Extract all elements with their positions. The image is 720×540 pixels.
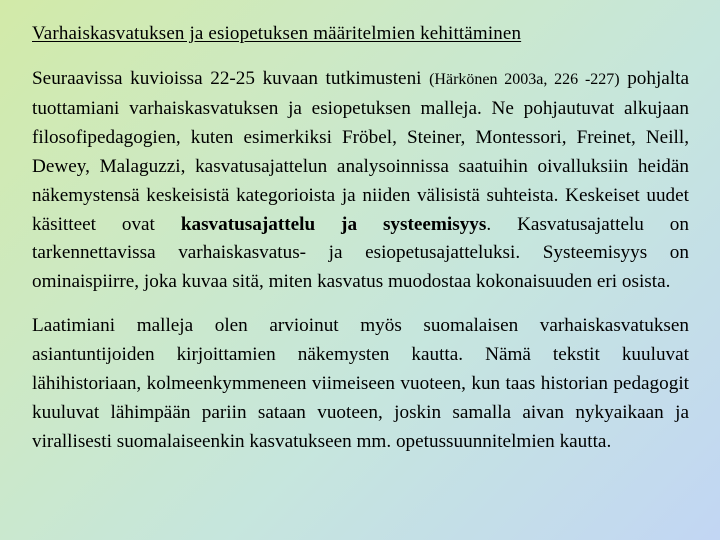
paragraph-1-intro: Seuraavissa kuvioissa 22-25 kuvaan tutkimusteni <box>32 68 430 89</box>
slide-content <box>32 22 689 457</box>
paragraph-1-ending: . Kasvatusajattelu on tarkennettavissa varhaiskasvatus- ja esiopetusajatteluksi. Systeemisyys on ominaispiirre, joka kuvaa sitä, miten kasvatus muodostaa kokonaisuuden eri osista. <box>32 213 689 293</box>
slide-title: Varhaiskasvatuksen ja esiopetuksen määritelmien kehittäminen <box>32 23 522 44</box>
citation: (Härkönen 2003a, 226 -227) <box>429 71 620 88</box>
key-concepts: kasvatusajattelu ja systeemisyys <box>180 213 487 235</box>
paragraph-2: Laatimiani malleja olen arvioinut myös suomalaisen varhaiskasvatuksen asiantuntijoiden kirjoittamien näkemysten kautta. Nämä tekstit kuuluvat lähihistoriaan, kolmeenkymmeneen viimeiseen vuoteen, kun taas historian pedagogit kuuluvat lähimpään pariin sataan vuoteen, joskin samalla aivan nykyaikaan ja virallisesti suomalaiseenkin kasvatukseen mm. opetussuunnitelmien kautta. <box>32 315 689 452</box>
paragraph-1 <box>32 65 689 297</box>
paragraph-1-body: pohjalta tuottamiani varhaiskasvatuksen ja esiopetuksen malleja. Ne pohjautuvat alkujaan filosofipedagogien, kuten esimerkiksi Fröbel, Steiner, Montessori, Freinet, Neill, Dewey, Malaguzzi, kasvatusajattelun analysoinnissa saatuihin oivalluksiin heidän näkemystensä keskeisistä kategorioista ja niiden välisistä suhteista. Keskeiset uudet käsitteet ovat <box>32 68 689 235</box>
